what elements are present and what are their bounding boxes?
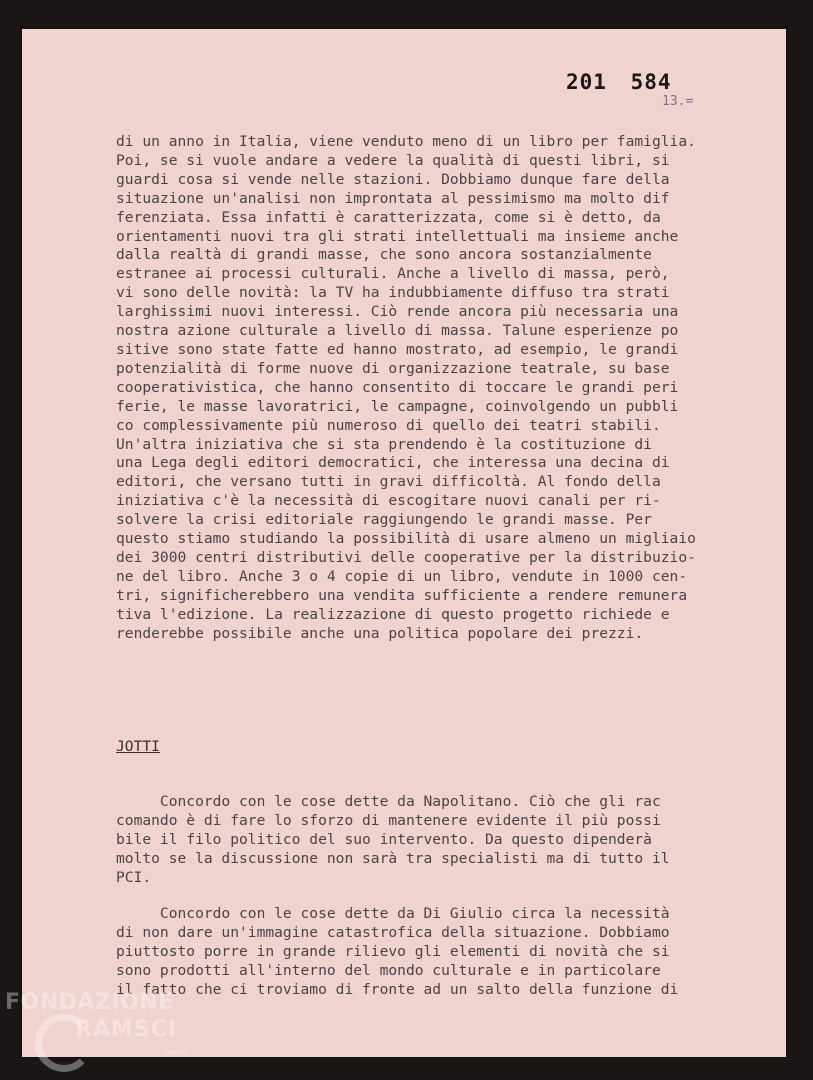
watermark-line: onlus	[165, 1048, 187, 1057]
watermark-line: RAMSCI	[75, 1017, 178, 1042]
body-paragraph: Concordo con le cose dette da Napolitano. Ciò che gli rac comando è di fare lo sforzo di mantenere evidente il più possi bile il filo politico del suo intervento. Da questo dipenderà molto se la discussione non sarà tra specialisti ma di tutto il PCI.	[116, 793, 670, 886]
fondazione-gramsci-watermark	[5, 990, 205, 1075]
body-paragraph: Concordo con le cose dette da Di Giulio circa la necessità di non dare un'immagine catastrofica della situazione. Dobbiamo piuttosto porre in grande rilievo gli elementi di novità che si sono prodotti all'interno del mondo culturale e in particolare il fatto che ci troviamo di fronte ad un salto della funzione di	[116, 905, 679, 998]
speaker-heading: JOTTI	[116, 738, 160, 755]
archive-page-number: 201 584	[566, 70, 672, 94]
handwritten-page-number: 13.=	[662, 94, 694, 109]
body-paragraph: di un anno in Italia, viene venduto meno di un libro per famiglia. Poi, se si vuole andare a vedere la qualità di questi libri, si guardi cosa si vende nelle stazioni. Dobbiamo dunque fare della situazione un'analisi non improntata al pessimismo ma molto dif ferenziata. Essa infatti è caratterizzata, come si è detto, da orientamenti nuovi tra gli strati intellettuali ma insieme anche dalla realtà di grandi masse, che sono ancora sostanzialmente estranee ai processi culturali. Anche a livello di massa, però, vi sono delle novità: la TV ha indubbiamente diffuso tra strati larghissimi nuovi interessi. Ciò rende ancora più necessaria una nostra azione culturale a livello di massa. Talune esperienze po sitive sono state fatte ed hanno mostrato, ad esempio, le grandi potenzialità di forme nuove di organizzazione teatrale, su base cooperativistica, che hanno consentito di toccare le grandi peri ferie, le masse lavoratrici, le campagne, coinvolgendo un pubbli co complessivamente più numeroso di quello dei teatri stabili. Un'altra iniziativa che si sta prendendo è la costituzione di una Lega degli editori democratici, che interessa una decina di editori, che versano tutti in gravi difficoltà. Al fondo della iniziativa c'è la necessità di escogitare nuovi canali per ri- solvere la crisi editoriale raggiungendo le grandi masse. Per questo stiamo studiando la possibilità di usare almeno un migliaio dei 3000 centri distributivi delle cooperative per la distribuzio- ne del libro. Anche 3 o 4 copie di un libro, vendute in 1000 cen- tri, significherebbero una vendita sufficiente a rendere remunera tiva l'edizione. La realizzazione di questo progetto richiede e renderebbe possibile anche una politica popolare dei prezzi.	[116, 133, 696, 642]
watermark-line: FONDAZIONE	[5, 990, 174, 1015]
